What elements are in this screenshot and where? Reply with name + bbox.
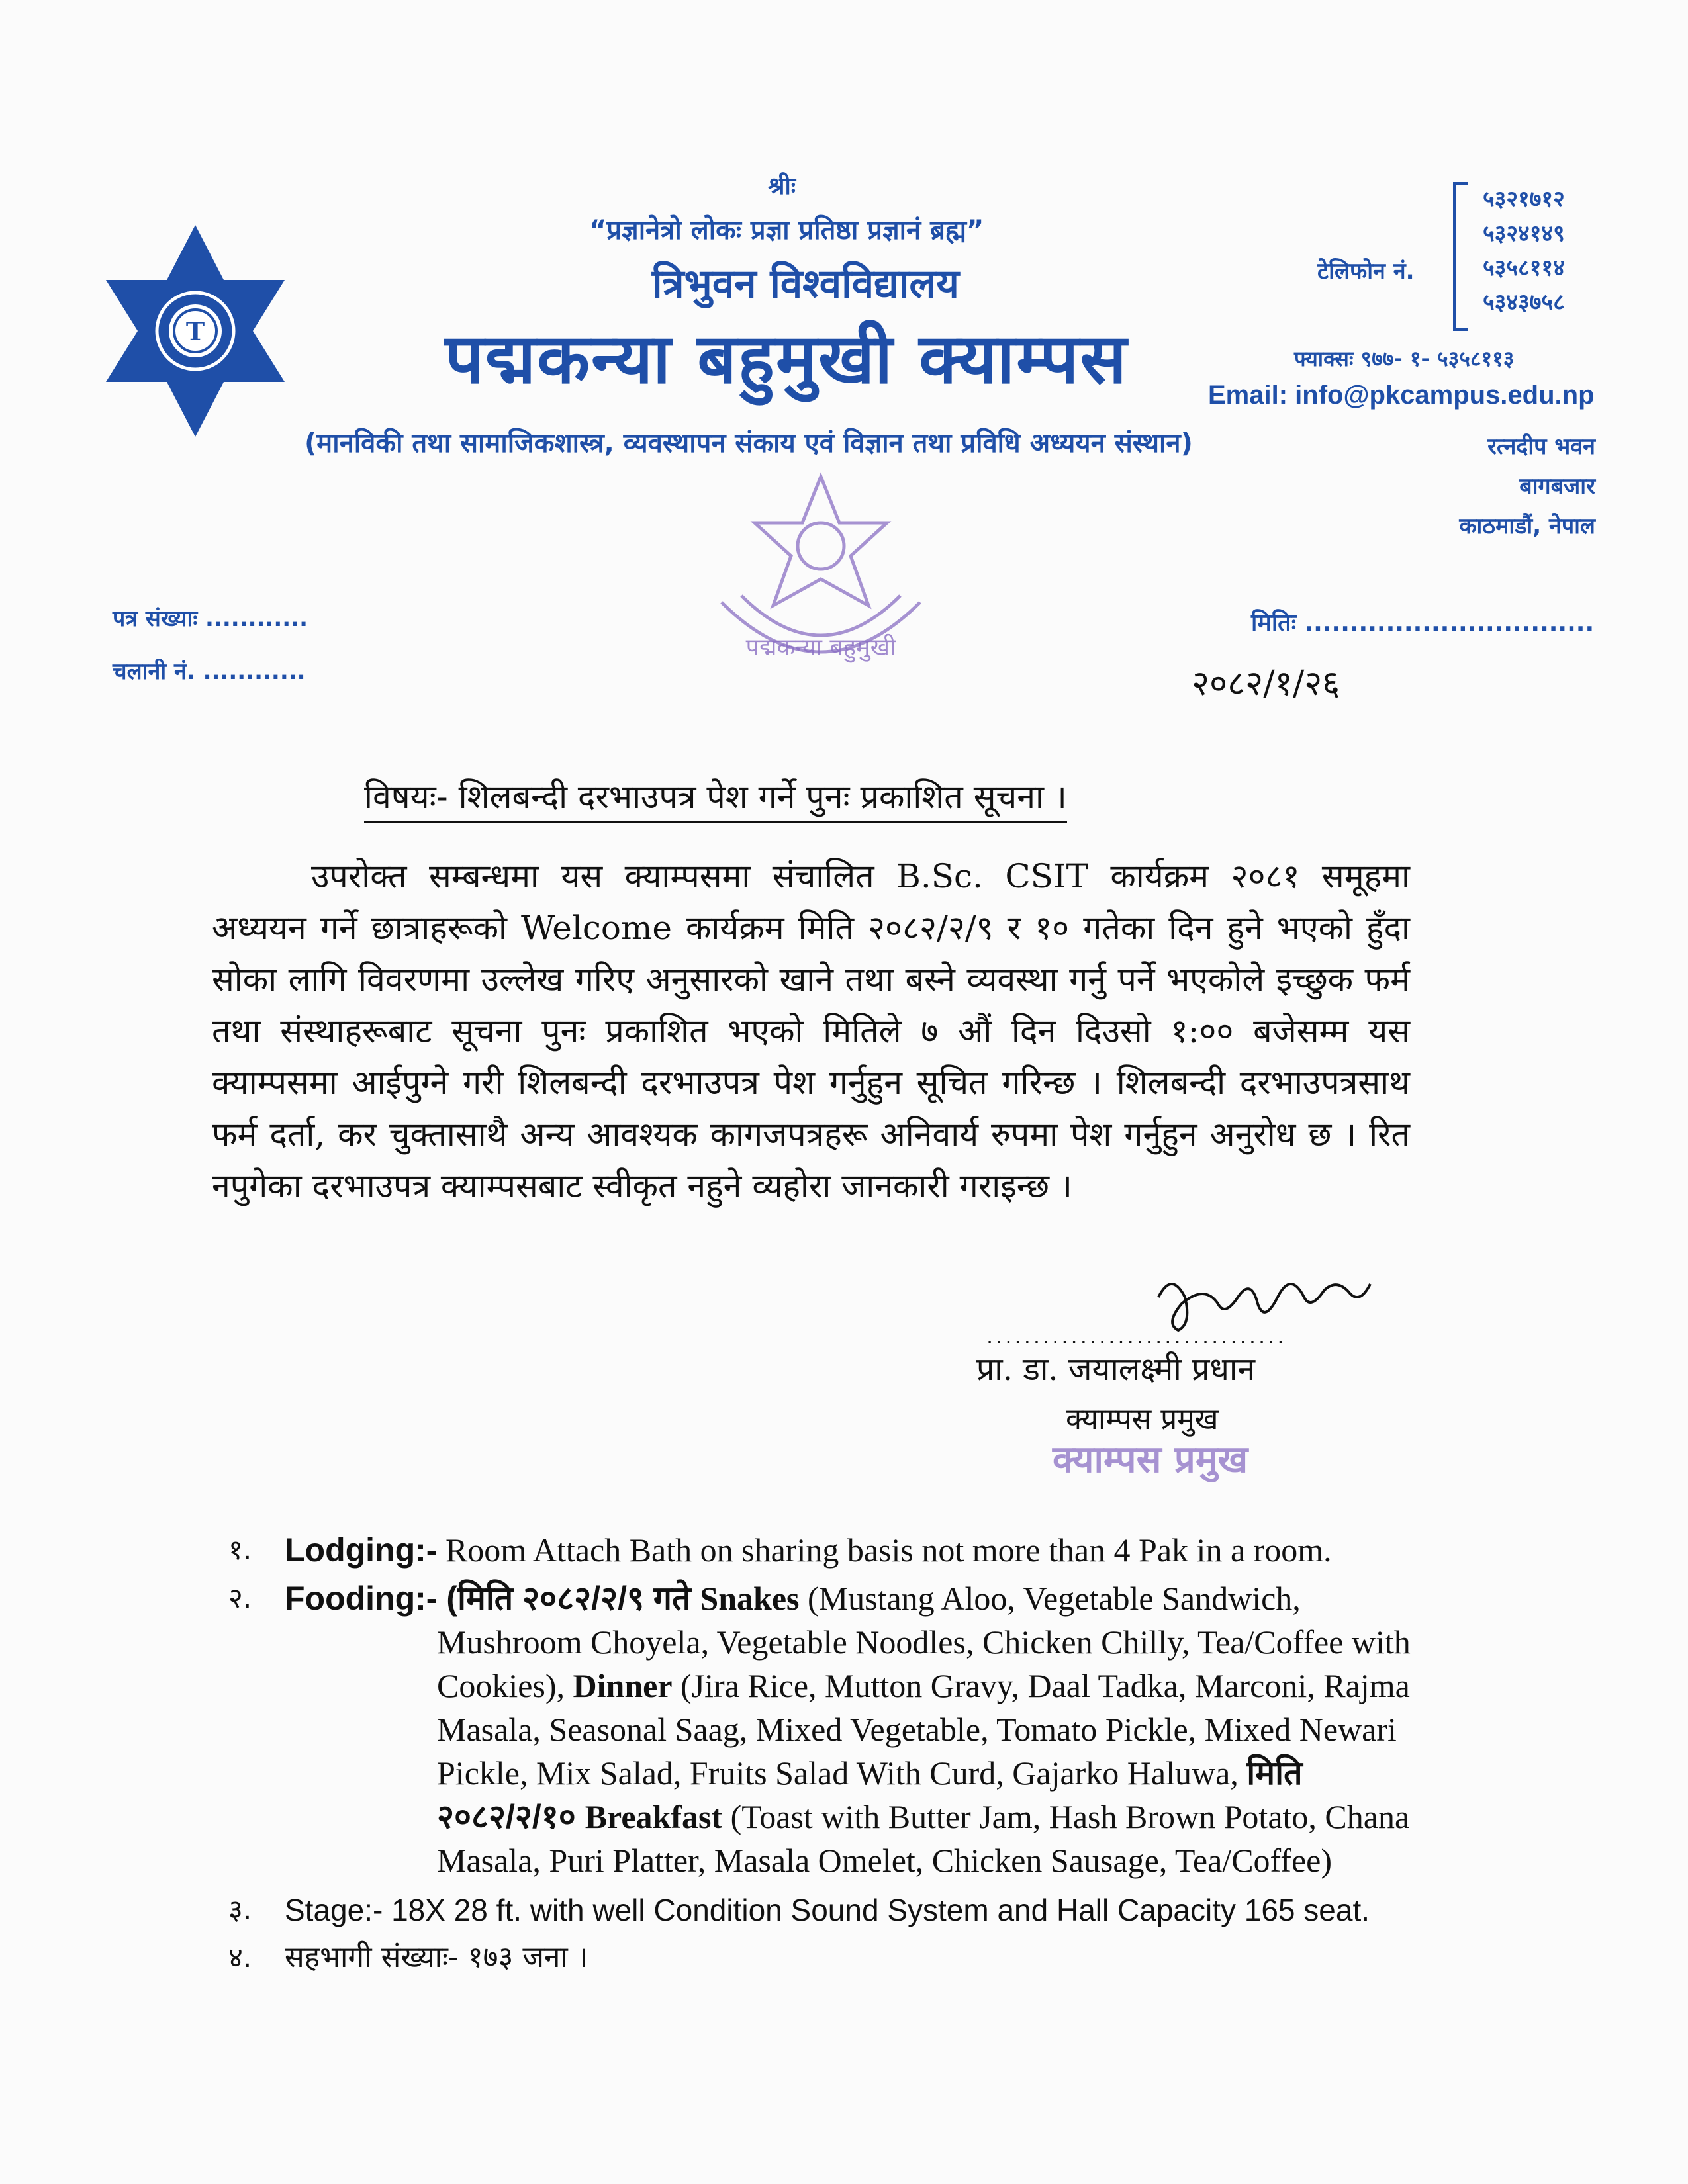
phone-number: ५३२४१४९ [1483, 220, 1565, 247]
address-line: बागबजार [1519, 473, 1595, 500]
phone-list [1483, 182, 1565, 320]
address-line: काठमाडौं, नेपाल [1459, 513, 1595, 539]
university-logo [99, 222, 291, 440]
item-number: १. [228, 1533, 252, 1566]
phone-bracket [1453, 182, 1468, 331]
campus-stamp [688, 463, 953, 715]
requirements-list [228, 1529, 1433, 1984]
campus-name: पद्मकन्या बहुमुखी क्याम्पस [445, 318, 1128, 399]
snakes-text: (Mustang Aloo, Vegetable Sandwich, Mushroom Choyela, Vegetable Noodles, Chicken Chilly, Tea/Coffee with Cookies), [437, 1580, 1411, 1704]
date-value: २०८२/१/२६ [1192, 664, 1340, 704]
reference-block [113, 592, 308, 698]
title-stamp: क्याम्पस प्रमुख [1053, 1438, 1248, 1481]
patra-sankhya: पत्र संख्याः ............ [113, 606, 308, 632]
snakes-label: Snakes [700, 1580, 800, 1617]
telephone-label: टेलिफोन नं. [1317, 258, 1415, 285]
svg-text:पद्मकन्या बहुमुखी: पद्मकन्या बहुमुखी [745, 634, 896, 661]
list-item-participants [228, 1936, 1433, 1979]
university-name: त्रिभुवन विश्वविद्यालय [652, 261, 959, 307]
email-address: Email: info@pkcampus.edu.np [1208, 381, 1595, 410]
list-item-fooding [228, 1576, 1433, 1882]
fax-number: फ्याक्सः ९७७- १- ५३५८११३ [1294, 346, 1515, 371]
breakfast-text: (Toast with Butter Jam, Hash Brown Potato, Chana Masala, Puri Platter, Masala Omelet, Chicken Sausage, Tea/Coffee) [437, 1798, 1410, 1879]
phone-number: ५३४३७५८ [1483, 289, 1565, 316]
motto: “प्रज्ञानेत्रो लोकः प्रज्ञा प्रतिष्ठा प्रज्ञानं ब्रह्म” [589, 215, 984, 246]
subject-line: विषयः- शिलबन्दी दरभाउपत्र पेश गर्ने पुनः प्रकाशित सूचना । [364, 773, 1067, 823]
phone-number: ५३२१७१२ [1483, 186, 1565, 212]
svg-text:T: T [185, 316, 205, 346]
lodging-label: Lodging:- [285, 1531, 438, 1569]
address-line: रत्नदीप भवन [1487, 433, 1595, 460]
list-item-lodging [228, 1529, 1433, 1571]
stage-text: Stage:- 18X 28 ft. with well Condition Sound System and Hall Capacity 165 seat. [285, 1893, 1370, 1927]
faculties-line: (मानविकी तथा सामाजिकशास्त्र, व्यवस्थापन संकाय एवं विज्ञान तथा प्रविधि अध्ययन संस्थान) [305, 428, 1193, 459]
list-item-stage [228, 1889, 1433, 1931]
breakfast-label: Breakfast [585, 1798, 723, 1835]
signatory-title: क्याम्पस प्रमुख [1066, 1402, 1219, 1436]
fooding-label: Fooding:- [285, 1580, 438, 1617]
signatory-name: प्रा. डा. जयालक्ष्मी प्रधान [976, 1351, 1255, 1388]
lodging-text: Room Attach Bath on sharing basis not more than 4 Pak in a room. [437, 1531, 1332, 1569]
dinner-text: (Jira Rice, Mutton Gravy, Daal Tadka, Marconi, Rajma Masala, Seasonal Saag, Mixed Vegetable, Tomato Pickle, Mixed Newari Pickle, Mix Salad, Fruits Salad With Curd, Gajarko Haluwa, [437, 1667, 1410, 1792]
item-number: ३. [228, 1893, 252, 1926]
address-block [1423, 427, 1595, 546]
phone-number: ५३५८११४ [1483, 255, 1565, 281]
item-number: ४. [228, 1941, 252, 1974]
chalani-number: चलानी नं. ............ [113, 659, 306, 685]
shri-heading: श्रीः [768, 173, 796, 200]
notice-body: उपरोक्त सम्बन्धमा यस क्याम्पसमा संचालित B.Sc. CSIT कार्यक्रम २०८१ समूहमा अध्ययन गर्ने छात्राहरूको Welcome कार्यक्रम मिति २०८२/२/९ र १० गतेका दिन हुने भएको हुँदा सोका लागि विवरणमा उल्लेख गरिए अनुसारको खाने तथा बस्ने व्यवस्था गर्नु पर्ने भएकोले इच्छुक फर्म तथा संस्थाहरूबाट सूचना पुनः प्रकाशित भएको मितिले ७ औं दिन दिउसो १:०० बजेसम्म यस क्याम्पसमा आईपुग्ने गरी शिलबन्दी दरभाउपत्र पेश गर्नुहुन सूचित गरिन्छ । शिलबन्दी दरभाउपत्रसाथ फर्म दर्ता, कर चुक्तासाथै अन्य आवश्यक कागजपत्रहरू अनिवार्य रुपमा पेश गर्नुहुन अनुरोध छ । रित नपुगेका दरभाउपत्र क्याम्पसबाट स्वीकृत नहुने व्यहोरा जानकारी गराइन्छ । [212, 857, 1410, 1205]
fooding-date-2: मिति २०८२/२/१० [437, 1754, 1303, 1835]
dinner-label: Dinner [573, 1667, 673, 1704]
item-number: २. [228, 1582, 252, 1614]
fooding-date-1: (मिति २०८२/२/९ गते [437, 1580, 700, 1617]
date-label: मितिः ................................ [1251, 610, 1595, 637]
signature-dots: ................................ [986, 1324, 1287, 1349]
participants-text: सहभागी संख्याः- १७३ जना । [285, 1940, 588, 1974]
